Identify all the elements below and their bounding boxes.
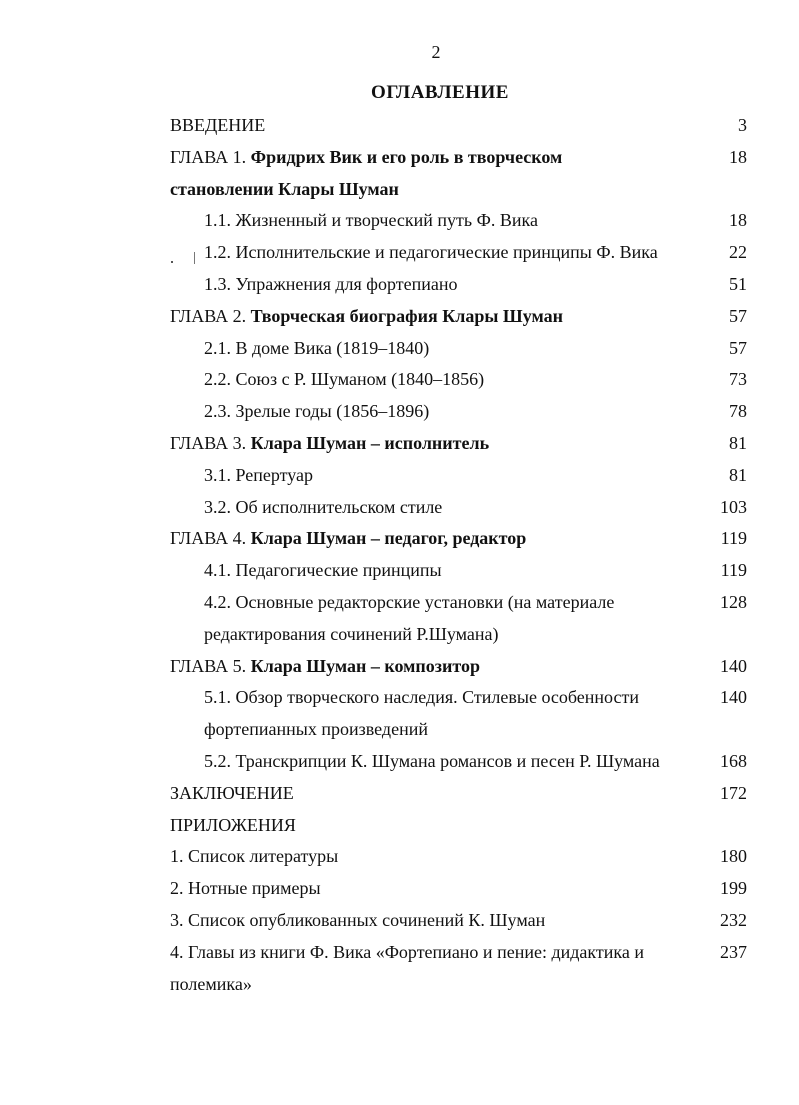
- entry-label: 1.3. Упражнения для фортепиано: [204, 273, 458, 294]
- entry-page: 57: [729, 337, 747, 358]
- entry-label: ГЛАВА 4.: [170, 528, 251, 549]
- entry-page: 237: [720, 941, 747, 962]
- entry-label: 3. Список опубликованных сочинений К. Шуман: [170, 909, 546, 930]
- toc-entry-4-2: [170, 587, 747, 619]
- toc-entry-2-3: [170, 396, 747, 428]
- entry-label: 4.2. Основные редакторские установки (на материале: [204, 591, 615, 612]
- entry-label: ВВЕДЕНИЕ: [170, 115, 266, 135]
- table-of-contents: [170, 110, 747, 1000]
- entry-label: 1. Список литературы: [170, 846, 339, 867]
- entry-label: 5.1. Обзор творческого наследия. Стилевые особенности: [204, 687, 639, 708]
- toc-entry-chapter-1-cont: [170, 174, 747, 206]
- toc-entry-5-2: [170, 746, 747, 778]
- chapter-title: Клара Шуман – композитор: [250, 655, 480, 676]
- entry-label: полемика»: [170, 973, 252, 994]
- toc-entry-conclusion: [170, 778, 747, 810]
- scan-artifact: [171, 261, 173, 263]
- toc-entry-1-2: [170, 237, 747, 269]
- entry-page: 18: [729, 210, 747, 231]
- entry-label: ГЛАВА 1.: [170, 146, 251, 167]
- chapter-title: Клара Шуман – исполнитель: [250, 432, 490, 453]
- toc-entry-1-3: [170, 269, 747, 301]
- entry-label: 2. Нотные примеры: [170, 878, 321, 899]
- entry-label: 4.1. Педагогические принципы: [204, 560, 442, 581]
- toc-entry-5-1-cont: [170, 714, 747, 746]
- toc-entry-appendix-2: [170, 873, 747, 905]
- entry-page: 232: [720, 909, 747, 930]
- entry-label: ГЛАВА 5.: [170, 655, 251, 676]
- toc-entry-chapter-4: [170, 523, 747, 555]
- toc-entry-3-1: [170, 460, 747, 492]
- entry-page: 51: [729, 273, 747, 294]
- entry-page: 18: [729, 146, 747, 167]
- toc-entry-2-1: [170, 333, 747, 365]
- entry-label: 2.2. Союз с Р. Шуманом (1840–1856): [204, 369, 485, 390]
- entry-page: 199: [720, 878, 747, 899]
- entry-label: 2.1. В доме Вика (1819–1840): [204, 337, 430, 358]
- toc-title: ОГЛАВЛЕНИЕ: [371, 82, 509, 103]
- entry-page: 119: [720, 560, 747, 581]
- chapter-title: Творческая биография Клары Шуман: [250, 305, 563, 326]
- entry-label: 1.2. Исполнительские и педагогические принципы Ф. Вика: [204, 242, 658, 263]
- chapter-title: Фридрих Вик и его роль в творческом: [250, 146, 563, 167]
- chapter-title: становлении Клары Шуман: [170, 178, 399, 199]
- entry-page: 73: [729, 369, 747, 390]
- toc-entry-1-1: [170, 205, 747, 237]
- toc-entry-chapter-2: [170, 301, 747, 333]
- scan-artifact: [194, 252, 195, 264]
- entry-label: 4. Главы из книги Ф. Вика «Фортепиано и пение: дидактика и: [170, 941, 644, 962]
- entry-page: 81: [729, 464, 747, 485]
- toc-entry-2-2: [170, 364, 747, 396]
- entry-label: ЗАКЛЮЧЕНИЕ: [170, 782, 294, 803]
- entry-label: 3.1. Репертуар: [204, 464, 314, 485]
- entry-page: 128: [720, 591, 747, 612]
- entry-page: 3: [738, 115, 747, 135]
- entry-label: редактирования сочинений Р.Шумана): [204, 623, 499, 644]
- entry-label: ГЛАВА 3.: [170, 432, 251, 453]
- page-number: 2: [431, 42, 441, 62]
- entry-page: 140: [720, 687, 747, 708]
- entry-page: 81: [729, 432, 747, 453]
- toc-entry-4-1: [170, 555, 747, 587]
- toc-entry-appendix-4: [170, 937, 747, 969]
- entry-page: 140: [720, 655, 747, 676]
- entry-label: фортепианных произведений: [204, 719, 428, 740]
- toc-entry-chapter-3: [170, 428, 747, 460]
- toc-entry-intro: [170, 110, 747, 142]
- entry-page: 180: [720, 846, 747, 867]
- entry-label: 3.2. Об исполнительском стиле: [204, 496, 443, 517]
- entry-page: 57: [729, 305, 747, 326]
- entry-label: 2.3. Зрелые годы (1856–1896): [204, 401, 430, 422]
- toc-entry-4-2-cont: [170, 619, 747, 651]
- entry-page: 172: [720, 782, 747, 803]
- entry-label: ПРИЛОЖЕНИЯ: [170, 814, 296, 835]
- toc-entry-appendix-1: [170, 841, 747, 873]
- toc-entry-chapter-1: [170, 142, 747, 174]
- chapter-title: Клара Шуман – педагог, редактор: [250, 528, 527, 549]
- entry-page: 78: [729, 401, 747, 422]
- toc-entry-appendices: [170, 810, 747, 842]
- toc-entry-appendix-4-cont: [170, 969, 747, 1001]
- toc-entry-3-2: [170, 492, 747, 524]
- entry-page: 168: [720, 750, 747, 771]
- toc-entry-appendix-3: [170, 905, 747, 937]
- entry-page: 103: [720, 496, 747, 517]
- entry-label: 1.1. Жизненный и творческий путь Ф. Вика: [204, 210, 538, 231]
- entry-label: 5.2. Транскрипции К. Шумана романсов и песен Р. Шумана: [204, 750, 660, 771]
- toc-entry-5-1: [170, 682, 747, 714]
- entry-page: 22: [729, 242, 747, 263]
- toc-entry-chapter-5: [170, 651, 747, 683]
- entry-label: ГЛАВА 2.: [170, 305, 251, 326]
- entry-page: 119: [720, 528, 747, 549]
